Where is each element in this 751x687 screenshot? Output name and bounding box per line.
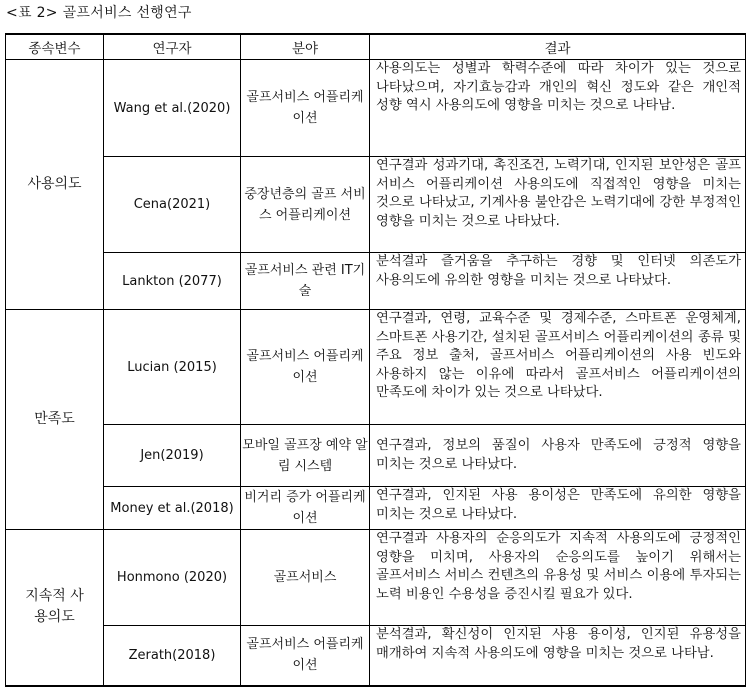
header-researcher: 연구자: [104, 34, 241, 60]
table-row: [6, 253, 746, 310]
researcher-cell: Money et al.(2018): [104, 487, 241, 530]
field-cell: 골프서비스: [241, 530, 370, 626]
table-row: [6, 60, 746, 157]
researcher-cell: Jen(2019): [104, 425, 241, 487]
result-cell: 사용의도는 성별과 학력수준에 따라 차이가 있는 것으로 나타났으며, 자기효능감과 개인의 혁신 정도와 같은 개인적 성향 역시 사용의도에 영향을 미치는 것으로 나타남.: [370, 60, 746, 157]
result-cell: 연구결과, 인지된 사용 용이성은 만족도에 유의한 영향을 미치는 것으로 나타났다.: [370, 487, 746, 530]
field-cell: 골프서비스 어플리케이션: [241, 60, 370, 157]
header-variable: 종속변수: [6, 34, 104, 60]
field-cell: 골프서비스 어플리케이션: [241, 310, 370, 425]
result-cell: 분석결과 즐거움을 추구하는 경향 및 인터넷 의존도가 사용의도에 유의한 영향을 미치는 것으로 나타났다.: [370, 253, 746, 310]
researcher-cell: Honmono (2020): [104, 530, 241, 626]
table-row: [6, 425, 746, 487]
result-cell: 분석결과, 확신성이 인지된 사용 용이성, 인지된 유용성을 매개하여 지속적 사용의도에 영향을 미치는 것으로 나타남.: [370, 626, 746, 686]
variable-cell: 지속적 사용의도: [6, 530, 104, 686]
table-row: [6, 626, 746, 686]
researcher-cell: Lucian (2015): [104, 310, 241, 425]
literature-review-table: [5, 33, 746, 687]
result-cell: 연구결과, 정보의 품질이 사용자 만족도에 긍정적 영향을 미치는 것으로 나타났다.: [370, 425, 746, 487]
field-cell: 골프서비스 어플리케이션: [241, 626, 370, 686]
header-field: 분야: [241, 34, 370, 60]
researcher-cell: Lankton (2077): [104, 253, 241, 310]
variable-cell: 사용의도: [6, 60, 104, 310]
variable-cell: 만족도: [6, 310, 104, 530]
table-row: [6, 530, 746, 626]
field-cell: 비거리 증가 어플리케이션: [241, 487, 370, 530]
field-cell: 골프서비스 관련 IT기술: [241, 253, 370, 310]
table-caption: <표 2> 골프서비스 선행연구: [6, 5, 192, 21]
header-result: 결과: [370, 34, 746, 60]
table-row: [6, 310, 746, 425]
field-cell: 중장년층의 골프 서비스 어플리케이션: [241, 157, 370, 253]
researcher-cell: Zerath(2018): [104, 626, 241, 686]
header-row: [6, 34, 746, 60]
table-row: [6, 157, 746, 253]
result-cell: 연구결과, 연령, 교육수준 및 경제수준, 스마트폰 운영체계, 스마트폰 사용기간, 설치된 골프서비스 어플리케이션의 종류 및 주요 정보 출처, 골프서비스 어플리케이션의 사용 빈도와 사용하지 않는 이유에 따라서 골프서비스 어플리케이션의 만족도에 차이가 있는 것으로 나타났다.: [370, 310, 746, 425]
researcher-cell: Cena(2021): [104, 157, 241, 253]
result-cell: 연구결과 사용자의 순응의도가 지속적 사용의도에 긍정적인 영향을 미치며, 사용자의 순응의도를 높이기 위해서는 골프서비스 서비스 컨텐츠의 유용성 및 서비스 이용에 투자되는 노력 비용인 수용성을 증진시킬 필요가 있다.: [370, 530, 746, 626]
result-cell: 연구결과 성과기대, 촉진조건, 노력기대, 인지된 보안성은 골프 서비스 어플리케이션 사용의도에 직접적인 영향을 미치는 것으로 나타났고, 기계사용 불안감은 노력기대에 강한 부정적인 영향을 미치는 것으로 나타났다.: [370, 157, 746, 253]
table-row: [6, 487, 746, 530]
field-cell: 모바일 골프장 예약 알림 시스템: [241, 425, 370, 487]
researcher-cell: Wang et al.(2020): [104, 60, 241, 157]
